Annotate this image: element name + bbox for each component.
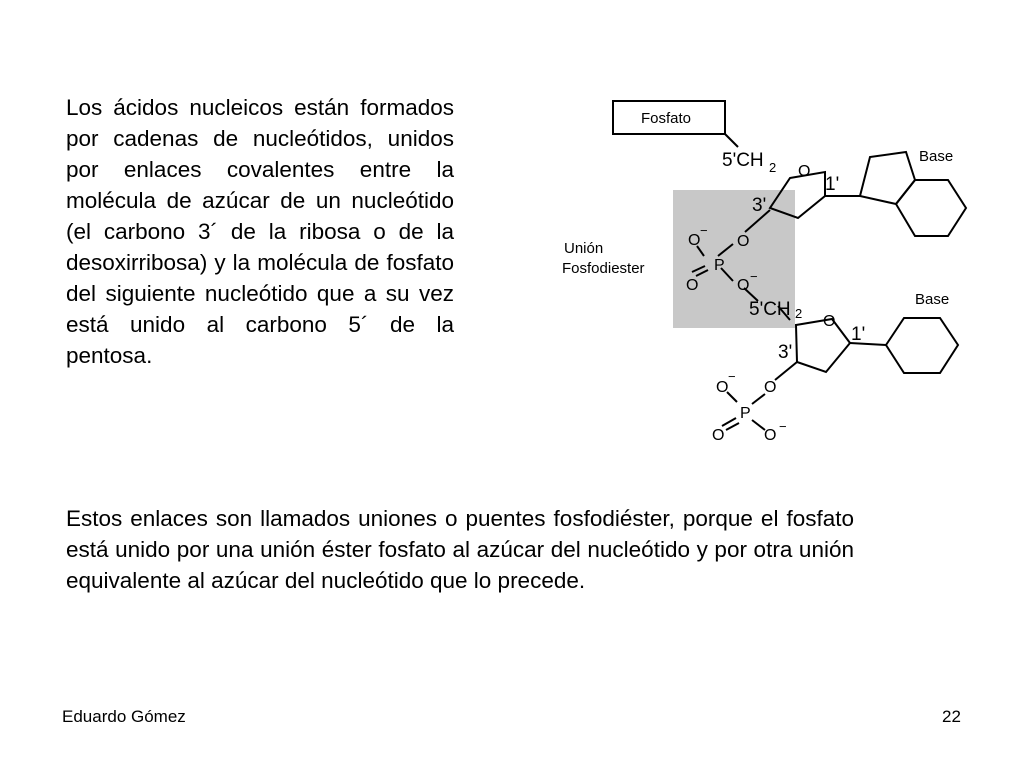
phosphorus-bottom: P bbox=[740, 405, 751, 422]
base-label-top: Base bbox=[919, 148, 954, 165]
base-ring-five-top bbox=[860, 152, 915, 204]
phosphate2-charge-top: − bbox=[728, 369, 736, 384]
intro-paragraph: Los ácidos nucleicos están formados por cadenas de nucleótidos, unidos por enlaces covalentes entre la molécula de azúcar de un nucleótido (el carbono 3´ de la ribosa o de la desoxirribosa) y la molécula de fosfato del siguiente nucleótido que a su vez está unido al carbono 5´ de la pentosa. bbox=[66, 95, 454, 368]
base-ring-six-bottom bbox=[886, 318, 958, 373]
ester-oxygen-3: O bbox=[737, 233, 750, 250]
c5-label-top: 5'CH bbox=[722, 150, 764, 171]
fosfato-label: Fosfato bbox=[641, 110, 692, 127]
page-number: 22 bbox=[942, 707, 961, 726]
c1-label-bottom: 1' bbox=[851, 324, 866, 345]
phosphate2-charge-right: − bbox=[779, 419, 787, 434]
union-label-line1: Unión bbox=[564, 240, 604, 257]
phosphorus-top: P bbox=[714, 257, 725, 274]
phosphate2-oxygen-right: O bbox=[764, 427, 777, 444]
c3-label-top: 3' bbox=[752, 195, 767, 216]
subscript-top: 2 bbox=[769, 160, 777, 175]
phosphate2-oxygen-top: O bbox=[716, 379, 729, 396]
phosphate-oxygen-top: O bbox=[688, 232, 701, 249]
phosphate-oxygen-right: O bbox=[737, 277, 750, 294]
phosphate-charge-right: − bbox=[750, 269, 758, 284]
ring-oxygen-top: O bbox=[798, 163, 811, 180]
c5-label-bottom: 5'CH bbox=[749, 299, 791, 320]
ring-oxygen-bottom: O bbox=[823, 313, 836, 330]
explanation-paragraph: Estos enlaces son llamados uniones o puentes fosfodiéster, porque el fosfato está unido por una unión éster fosfato al azúcar del nucleótido y por otra unión equivalente al azúcar del nucleótido que lo precede. bbox=[66, 506, 854, 593]
c1-label-top: 1' bbox=[825, 174, 840, 195]
union-label-line2: Fosfodiester bbox=[562, 260, 645, 277]
phosphodiester-bond-diagram bbox=[550, 90, 990, 460]
c3-label-bottom: 3' bbox=[778, 342, 793, 363]
subscript-bottom: 2 bbox=[795, 306, 803, 321]
base-ring-six-top bbox=[896, 180, 966, 236]
phosphate2-double-oxygen: O bbox=[712, 427, 725, 444]
phosphate-charge-top: − bbox=[700, 223, 708, 238]
base-label-bottom: Base bbox=[915, 291, 950, 308]
ester-oxygen-3-bottom: O bbox=[764, 379, 777, 396]
footer-author: Eduardo Gómez bbox=[62, 707, 186, 726]
phosphate-double-oxygen-top: O bbox=[686, 277, 699, 294]
